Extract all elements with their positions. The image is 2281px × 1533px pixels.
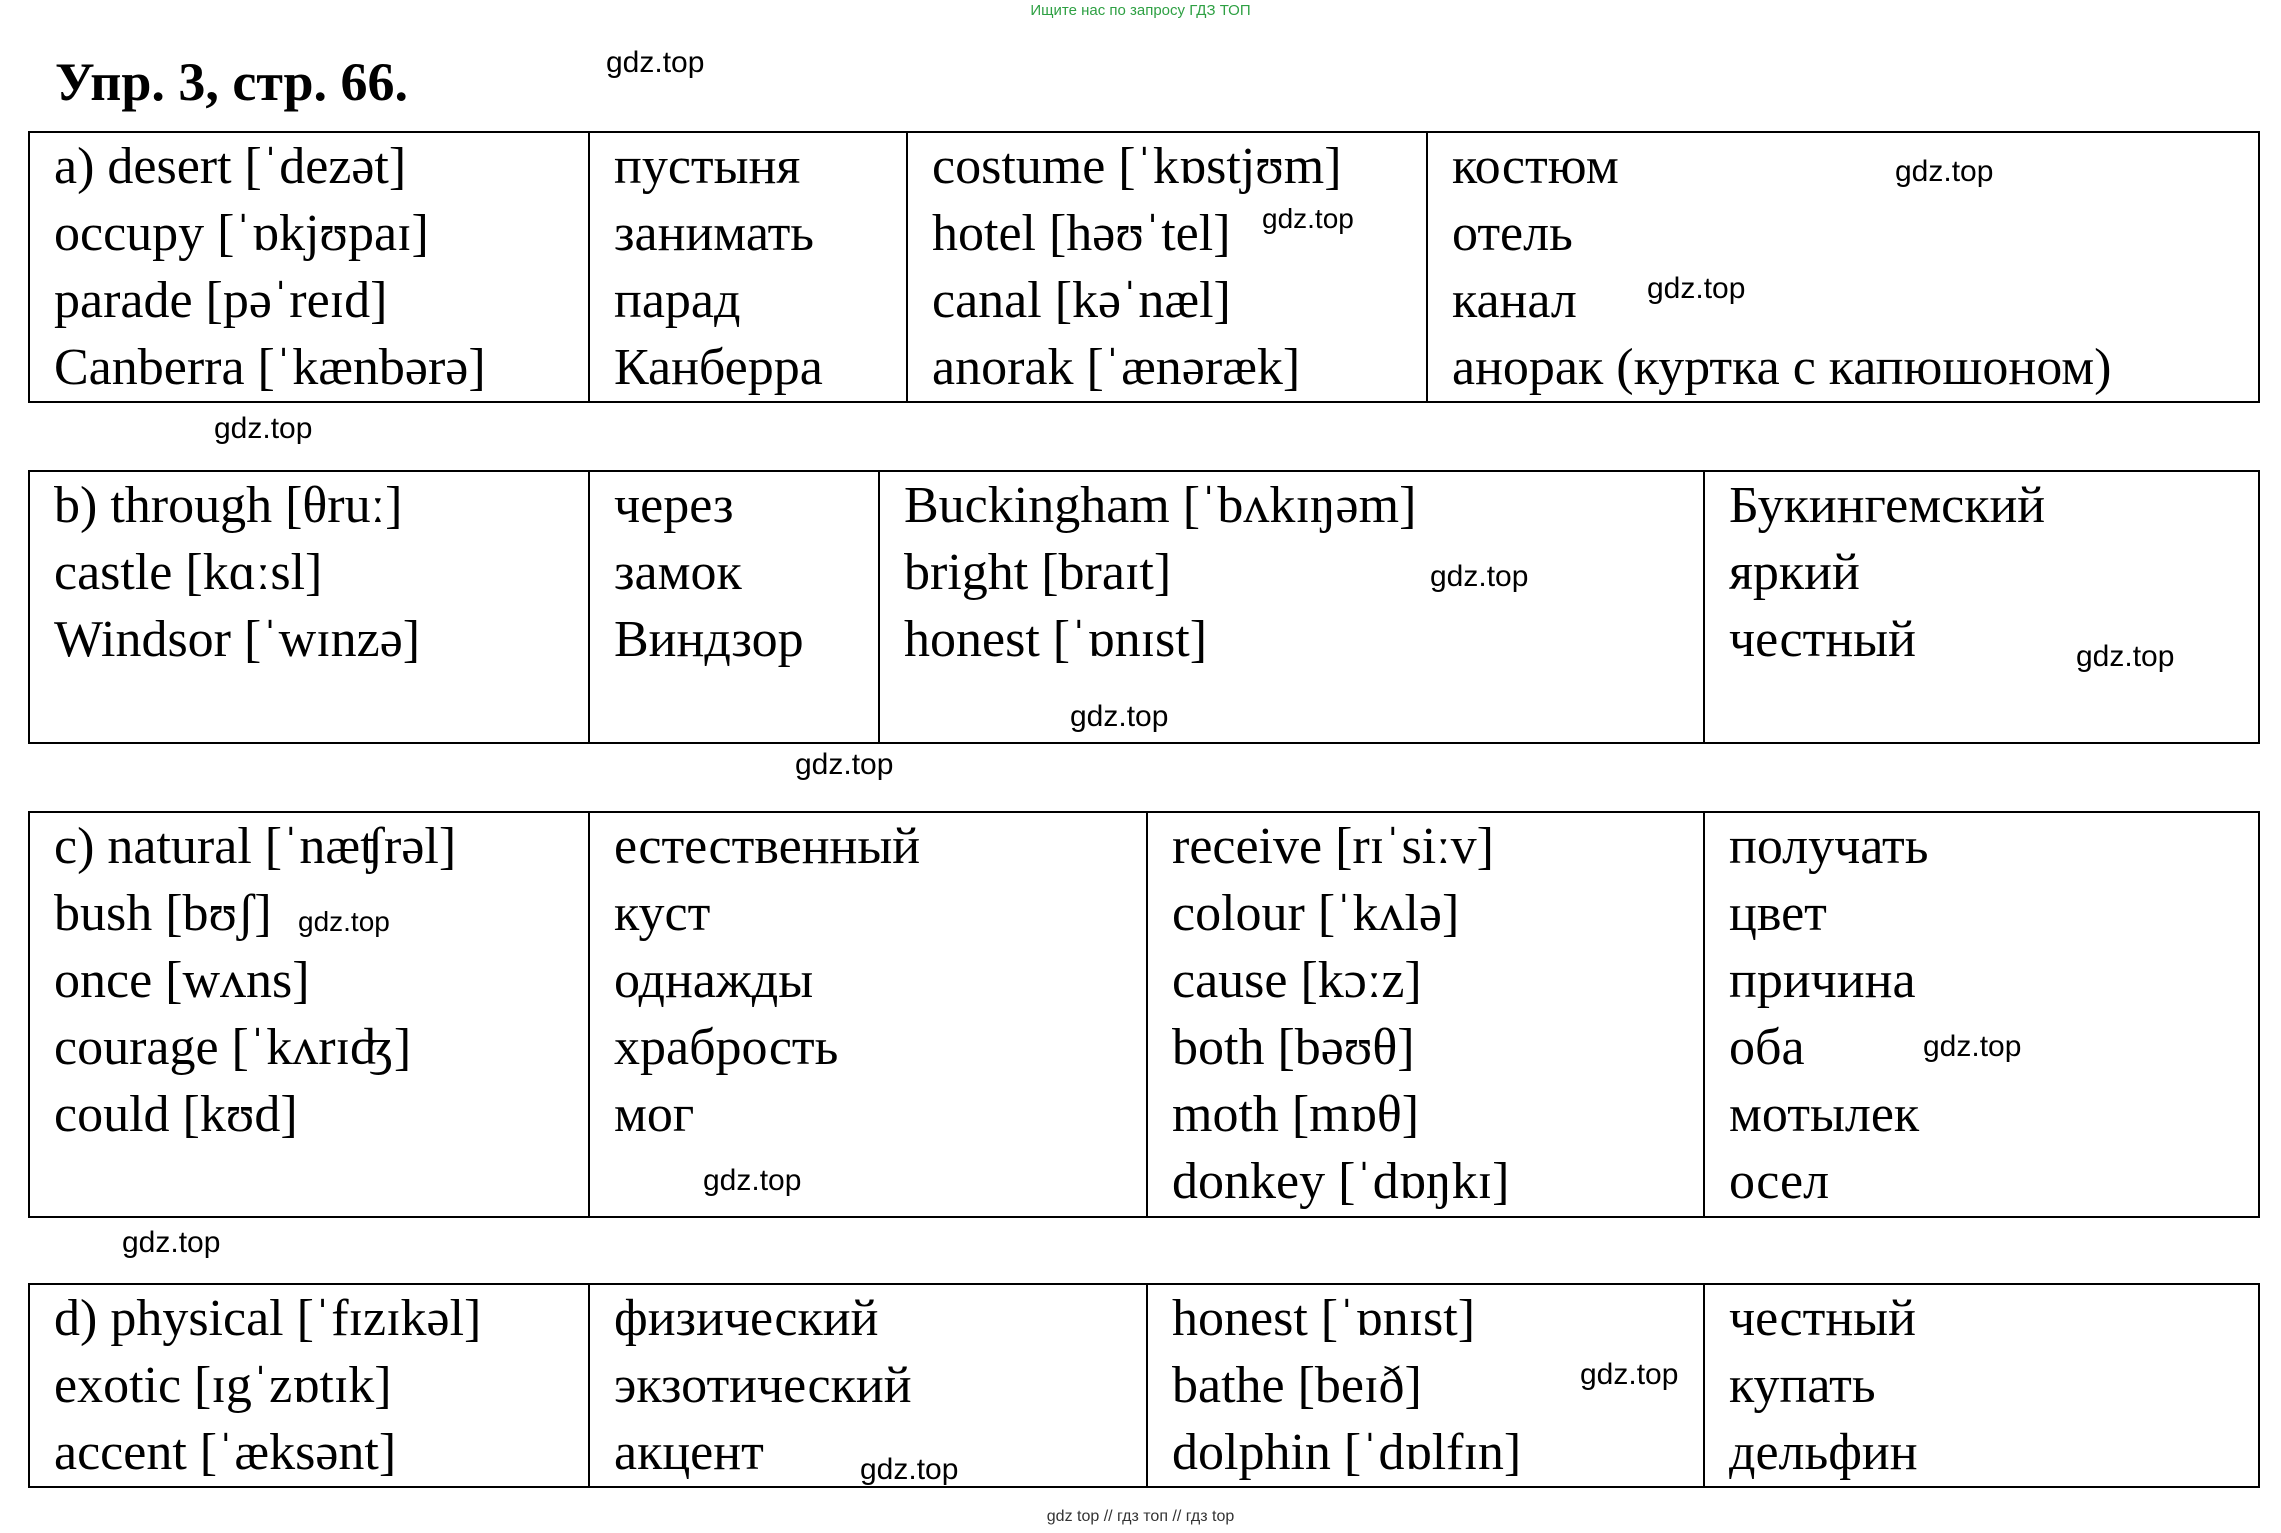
watermark: gdz.top bbox=[214, 412, 313, 445]
word-entry: bright [braɪt] bbox=[904, 544, 1172, 601]
russian-translations-cell bbox=[1704, 812, 2259, 1217]
word-entry: courage [ˈkʌrɪʤ] bbox=[54, 1019, 412, 1076]
translation-entry: Виндзор bbox=[614, 611, 804, 668]
word-entry: both [bəʊθ] bbox=[1172, 1019, 1415, 1076]
translation-entry: пустыня bbox=[614, 138, 801, 195]
word-entry: Buckingham [ˈbʌkɪŋəm] bbox=[904, 477, 1417, 534]
watermark: gdz.top bbox=[2076, 640, 2175, 673]
word-entry: hotel [həʊˈtel] bbox=[932, 205, 1231, 262]
english-words-cell bbox=[879, 471, 1704, 743]
russian-translations-cell bbox=[589, 132, 907, 402]
word-entry: colour [ˈkʌlə] bbox=[1172, 885, 1460, 942]
english-words-cell bbox=[1147, 812, 1704, 1217]
watermark: gdz.top bbox=[298, 906, 390, 937]
translation-entry: мог bbox=[614, 1086, 695, 1143]
translation-entry: куст bbox=[614, 885, 711, 942]
russian-translations-cell bbox=[1704, 1284, 2259, 1487]
watermark: gdz.top bbox=[1580, 1358, 1679, 1391]
english-words-cell bbox=[29, 471, 589, 743]
watermark: gdz.top bbox=[1895, 155, 1994, 188]
word-entry: cause [kɔːz] bbox=[1172, 952, 1422, 1009]
russian-translations-cell bbox=[1704, 471, 2259, 743]
translation-entry: акцент bbox=[614, 1424, 764, 1481]
russian-translations-cell bbox=[589, 471, 879, 743]
word-entry: occupy [ˈɒkjʊpaɪ] bbox=[54, 205, 429, 262]
translation-entry: естественный bbox=[614, 818, 921, 875]
word-entry: c) natural [ˈnæʧrəl] bbox=[54, 818, 457, 875]
word-entry: parade [pəˈreɪd] bbox=[54, 272, 388, 329]
table-row bbox=[29, 1284, 2259, 1487]
word-entry: bathe [beɪð] bbox=[1172, 1357, 1422, 1414]
watermark: gdz.top bbox=[1430, 560, 1529, 593]
bottom-watermark-note: gdz top // гдз топ // гдз top bbox=[1046, 1508, 1235, 1525]
word-entry: once [wʌns] bbox=[54, 952, 310, 1009]
word-entry: could [kʊd] bbox=[54, 1086, 298, 1143]
word-entry: exotic [ɪgˈzɒtɪk] bbox=[54, 1357, 392, 1414]
translation-entry: Канберра bbox=[614, 339, 823, 396]
translation-entry: яркий bbox=[1729, 544, 1860, 601]
word-entry: a) desert [ˈdezət] bbox=[54, 138, 407, 195]
translation-entry: однажды bbox=[614, 952, 814, 1009]
watermark: gdz.top bbox=[606, 46, 705, 79]
translation-entry: физический bbox=[614, 1290, 879, 1347]
word-entry: canal [kəˈnæl] bbox=[932, 272, 1231, 329]
translation-entry: через bbox=[614, 477, 734, 534]
translation-entry: анорак (куртка с капюшоном) bbox=[1452, 339, 2112, 396]
watermark: gdz.top bbox=[860, 1453, 959, 1486]
translation-entry: занимать bbox=[614, 205, 815, 262]
translation-entry: храбрость bbox=[614, 1019, 839, 1076]
word-entry: Windsor [ˈwɪnzə] bbox=[54, 611, 421, 668]
english-words-cell bbox=[29, 1284, 589, 1487]
word-entry: d) physical [ˈfɪzɪkəl] bbox=[54, 1290, 482, 1347]
translation-entry: дельфин bbox=[1729, 1424, 1918, 1481]
watermark: gdz.top bbox=[1262, 203, 1354, 234]
translation-entry: цвет bbox=[1729, 885, 1827, 942]
translation-entry: Букингемский bbox=[1729, 477, 2046, 534]
vocab-table-d bbox=[28, 1283, 2260, 1488]
word-entry: b) through [θruː] bbox=[54, 477, 403, 534]
translation-entry: осел bbox=[1729, 1153, 1830, 1210]
word-entry: honest [ˈɒnɪst] bbox=[1172, 1290, 1476, 1347]
translation-entry: причина bbox=[1729, 952, 1916, 1009]
translation-entry: замок bbox=[614, 544, 742, 601]
translation-entry: честный bbox=[1729, 611, 1916, 668]
word-entry: receive [rɪˈsiːv] bbox=[1172, 818, 1494, 875]
word-entry: anorak [ˈænəræk] bbox=[932, 339, 1301, 396]
word-entry: dolphin [ˈdɒlfɪn] bbox=[1172, 1424, 1522, 1481]
top-search-note: Ищите нас по запросу ГДЗ ТОП bbox=[1030, 2, 1251, 19]
translation-entry: экзотический bbox=[614, 1357, 912, 1414]
word-entry: bush [bʊʃ] bbox=[54, 885, 272, 942]
watermark: gdz.top bbox=[1923, 1030, 2022, 1063]
word-entry: costume [ˈkɒstjʊm] bbox=[932, 138, 1342, 195]
translation-entry: купать bbox=[1729, 1357, 1876, 1414]
english-words-cell bbox=[907, 132, 1427, 402]
vocab-table-c bbox=[28, 811, 2260, 1218]
watermark: gdz.top bbox=[795, 748, 894, 781]
translation-entry: оба bbox=[1729, 1019, 1805, 1076]
russian-translations-cell bbox=[1427, 132, 2259, 402]
watermark: gdz.top bbox=[1070, 700, 1169, 733]
watermark: gdz.top bbox=[703, 1164, 802, 1197]
watermark: gdz.top bbox=[122, 1226, 221, 1259]
watermark: gdz.top bbox=[1647, 272, 1746, 305]
page-title: Упр. 3, стр. 66. bbox=[55, 52, 409, 112]
translation-entry: честный bbox=[1729, 1290, 1916, 1347]
translation-entry: парад bbox=[614, 272, 741, 329]
word-entry: honest [ˈɒnɪst] bbox=[904, 611, 1208, 668]
translation-entry: костюм bbox=[1452, 138, 1619, 195]
translation-entry: мотылек bbox=[1729, 1086, 1920, 1143]
english-words-cell bbox=[29, 132, 589, 402]
word-entry: moth [mɒθ] bbox=[1172, 1086, 1420, 1143]
word-entry: donkey [ˈdɒŋkɪ] bbox=[1172, 1153, 1510, 1210]
english-words-cell bbox=[29, 812, 589, 1217]
russian-translations-cell bbox=[589, 812, 1147, 1217]
word-entry: Canberra [ˈkænbərə] bbox=[54, 339, 486, 396]
word-entry: accent [ˈæksənt] bbox=[54, 1424, 397, 1481]
table-row bbox=[29, 812, 2259, 1217]
translation-entry: канал bbox=[1452, 272, 1577, 329]
translation-entry: получать bbox=[1729, 818, 1929, 875]
translation-entry: отель bbox=[1452, 205, 1573, 262]
word-entry: castle [kɑːsl] bbox=[54, 544, 323, 601]
